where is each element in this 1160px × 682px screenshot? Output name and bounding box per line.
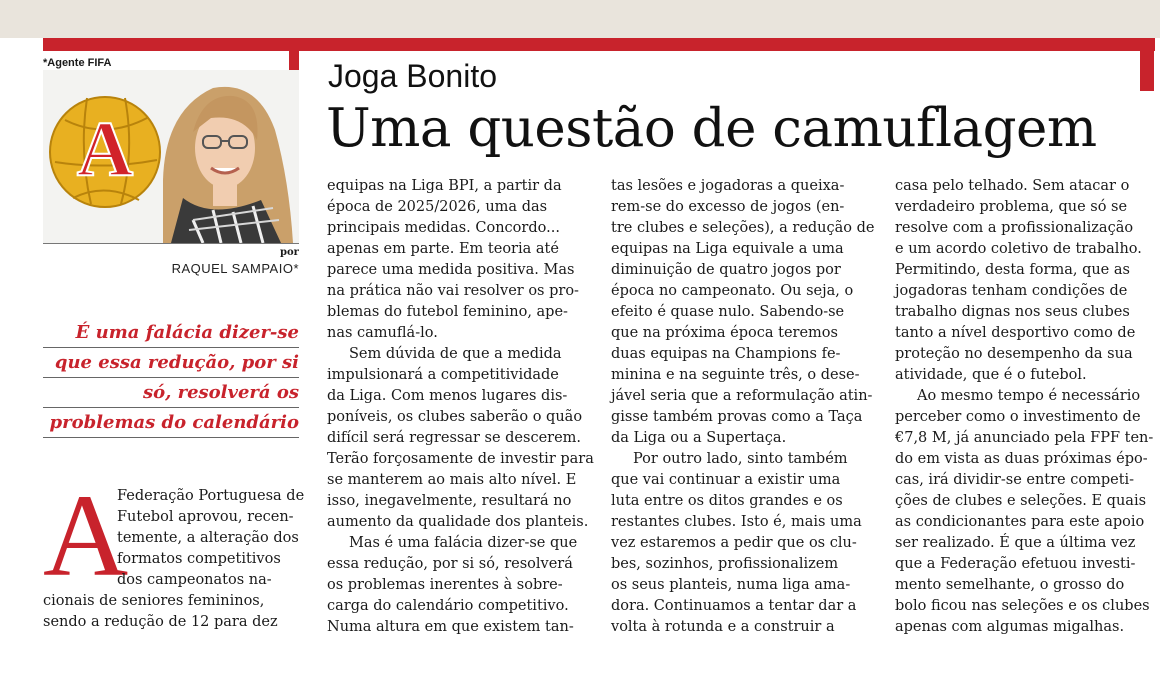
text-line: impulsionará a competitividade bbox=[327, 367, 559, 383]
text-line: rem-se do excesso de jogos (en- bbox=[611, 199, 845, 215]
text-line: trabalho dignas nos seus clubes bbox=[895, 304, 1130, 320]
pull-quote-line: É uma falácia dizer-se bbox=[43, 318, 299, 348]
svg-text:A: A bbox=[76, 105, 134, 192]
text-line: isso, inegavelmente, resultará no bbox=[327, 493, 572, 509]
text-line: as condicionantes para este apoio bbox=[895, 514, 1145, 530]
text-line: equipas na Liga BPI, a partir da bbox=[327, 178, 562, 194]
agent-note: *Agente FIFA bbox=[43, 57, 112, 69]
text-line: Federação Portuguesa de bbox=[117, 488, 305, 504]
text-line: formatos competitivos bbox=[117, 551, 281, 567]
text-line: Terão forçosamente de investir para bbox=[327, 451, 594, 467]
article-column-3 bbox=[611, 176, 875, 638]
text-line: duas equipas na Champions fe- bbox=[611, 346, 841, 362]
text-line: apenas com algumas migalhas. bbox=[895, 619, 1125, 635]
text-line: minina e na seguinte três, o dese- bbox=[611, 367, 860, 383]
article-column-1 bbox=[43, 470, 305, 633]
text-line: cionais de seniores femininos, bbox=[43, 593, 265, 609]
text-line: difícil será regressar se descerem. bbox=[327, 430, 582, 446]
text-line: verdadeiro problema, que só se bbox=[895, 199, 1128, 215]
text-line: dora. Continuamos a tentar dar a bbox=[611, 598, 857, 614]
text-line: proteção no desempenho da sua bbox=[895, 346, 1133, 362]
ball-logo-icon bbox=[50, 97, 160, 207]
pull-quote-line: que essa redução, por si bbox=[43, 348, 299, 378]
text-line: cas, irá dividir-se entre competi- bbox=[895, 472, 1135, 488]
text-line: essa redução, por si só, resolverá bbox=[327, 556, 573, 572]
pull-quote bbox=[43, 318, 299, 438]
top-band bbox=[0, 0, 1160, 38]
text-line: diminuição de quatro jogos por bbox=[611, 262, 841, 278]
text-line: os seus planteis, numa liga ama- bbox=[611, 577, 851, 593]
text-line: bes, sozinhos, profissionalizem bbox=[611, 556, 839, 572]
text-line: nas camuflá-lo. bbox=[327, 325, 438, 341]
text-line: equipas na Liga equivale a uma bbox=[611, 241, 844, 257]
text-line: vez estaremos a pedir que os clu- bbox=[611, 535, 857, 551]
drop-cap: A bbox=[43, 470, 129, 601]
text-line: se manterem ao mais alto nível. E bbox=[327, 472, 577, 488]
byline-author: RAQUEL SAMPAIO* bbox=[171, 261, 299, 276]
text-line: restantes clubes. Isto é, mais uma bbox=[611, 514, 862, 530]
text-line: na prática não vai resolver os pro- bbox=[327, 283, 579, 299]
text-line: atividade, que é o futebol. bbox=[895, 367, 1087, 383]
byline-por: por bbox=[280, 247, 299, 258]
text-line: os problemas inerentes à sobre- bbox=[327, 577, 563, 593]
text-line: tanto a nível desportivo como de bbox=[895, 325, 1136, 341]
text-line: Mas é uma falácia dizer-se que bbox=[349, 535, 578, 551]
text-line: que na próxima época teremos bbox=[611, 325, 838, 341]
text-line: sendo a redução de 12 para dez bbox=[43, 614, 278, 630]
text-line: aumento da qualidade dos planteis. bbox=[327, 514, 589, 530]
text-line: €7,8 M, já anunciado pela FPF ten- bbox=[895, 430, 1154, 446]
text-line: que vai continuar a existir uma bbox=[611, 472, 841, 488]
text-line: bolo ficou nas seleções e os clubes bbox=[895, 598, 1150, 614]
text-line: efeito é quase nulo. Sabendo-se bbox=[611, 304, 845, 320]
photo-rule bbox=[43, 243, 299, 244]
text-line: ções de clubes e seleções. E quais bbox=[895, 493, 1147, 509]
pull-quote-line: problemas do calendário bbox=[43, 408, 299, 438]
author-portrait-image bbox=[43, 70, 299, 243]
text-line: Numa altura em que existem tan- bbox=[327, 619, 574, 635]
text-line: Por outro lado, sinto também bbox=[633, 451, 848, 467]
text-line: Sem dúvida de que a medida bbox=[349, 346, 562, 362]
text-line: perceber como o investimento de bbox=[895, 409, 1141, 425]
text-line: Permitindo, desta forma, que as bbox=[895, 262, 1130, 278]
text-line: tas lesões e jogadoras a queixa- bbox=[611, 178, 845, 194]
text-line: temente, a alteração dos bbox=[117, 530, 299, 546]
text-line: luta entre os ditos grandes e os bbox=[611, 493, 843, 509]
section-kicker: Joga Bonito bbox=[328, 58, 498, 94]
text-line: jável seria que a reformulação atin- bbox=[611, 388, 873, 404]
article-column-4 bbox=[895, 176, 1153, 638]
text-line: mento semelhante, o grosso do bbox=[895, 577, 1125, 593]
text-line: Ao mesmo tempo é necessário bbox=[917, 388, 1141, 404]
text-line: apenas em parte. Em teoria até bbox=[327, 241, 559, 257]
text-line: carga do calendário competitivo. bbox=[327, 598, 569, 614]
text-line: gisse também provas como a Taça bbox=[611, 409, 863, 425]
text-line: blemas do futebol feminino, ape- bbox=[327, 304, 568, 320]
section-red-rule bbox=[43, 38, 1155, 51]
text-line: volta à rotunda e a construir a bbox=[611, 619, 835, 635]
text-line: tre clubes e seleções), a redução de bbox=[611, 220, 875, 236]
text-line: Futebol aprovou, recen- bbox=[117, 509, 294, 525]
text-line: parece uma medida positiva. Mas bbox=[327, 262, 575, 278]
text-line: principais medidas. Concordo... bbox=[327, 220, 560, 236]
text-line: dos campeonatos na- bbox=[117, 572, 272, 588]
pull-quote-line: só, resolverá os bbox=[43, 378, 299, 408]
text-line: resolve com a profissionalização bbox=[895, 220, 1134, 236]
text-line: época no campeonato. Ou seja, o bbox=[611, 283, 854, 299]
red-rule-tick-right bbox=[1140, 51, 1154, 91]
text-line: ser realizado. É que a última vez bbox=[895, 535, 1136, 551]
text-line: do em vista as duas próximas épo- bbox=[895, 451, 1148, 467]
author-photo bbox=[43, 70, 299, 243]
headline: Uma questão de camuflagem bbox=[326, 98, 1097, 159]
text-line: casa pelo telhado. Sem atacar o bbox=[895, 178, 1130, 194]
text-line: jogadoras tenham condições de bbox=[895, 283, 1128, 299]
text-line: poníveis, os clubes saberão o quão bbox=[327, 409, 583, 425]
article-column-2 bbox=[327, 176, 594, 638]
text-line: que a Federação efetuou investi- bbox=[895, 556, 1136, 572]
text-line: época de 2025/2026, uma das bbox=[327, 199, 548, 215]
text-line: da Liga. Com menos lugares dis- bbox=[327, 388, 568, 404]
text-line: da Liga ou a Supertaça. bbox=[611, 430, 787, 446]
text-line: e um acordo coletivo de trabalho. bbox=[895, 241, 1142, 257]
